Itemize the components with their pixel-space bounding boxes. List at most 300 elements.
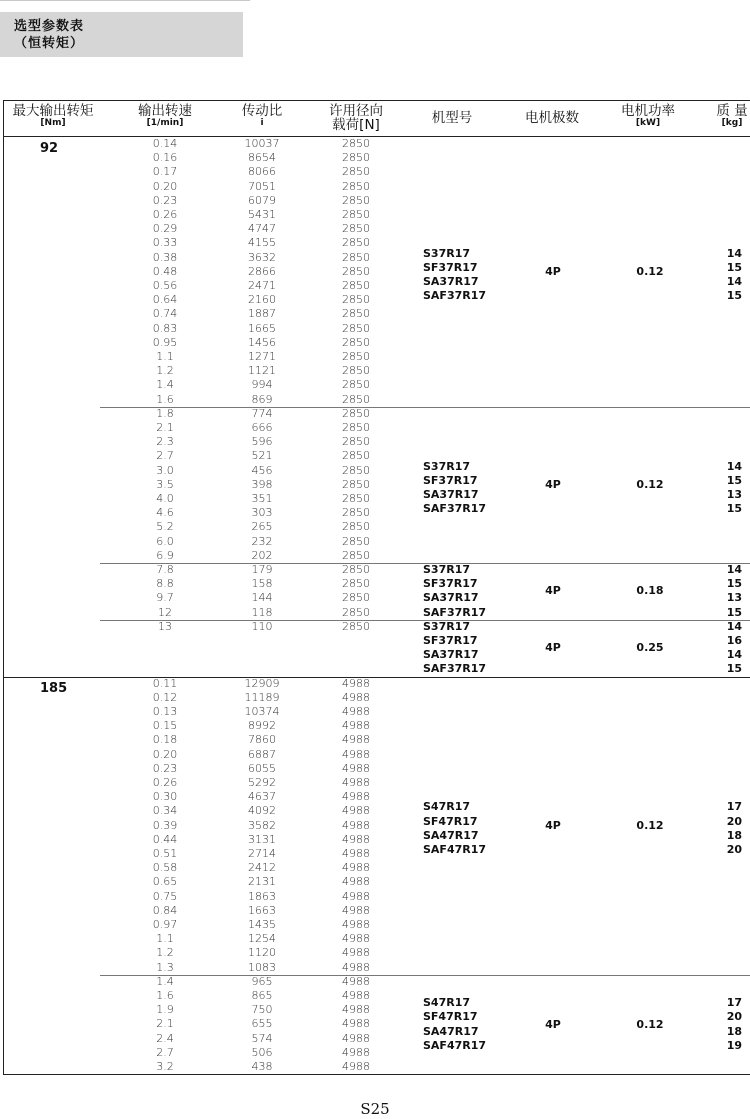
table-row — [0, 719, 750, 733]
model-name: SAF47R17 — [423, 1038, 487, 1052]
header-power-unit: [kW] — [635, 118, 661, 128]
speed-cell: 6.9 — [156, 548, 174, 562]
speed-cell: 0.33 — [152, 236, 178, 250]
table-row — [0, 222, 750, 236]
load-cell: 2850 — [342, 222, 370, 236]
table-row — [0, 790, 750, 804]
speed-cell: 0.75 — [152, 889, 178, 903]
header-ratio — [222, 104, 302, 129]
mass-value: 20 — [726, 814, 742, 828]
load-cell: 4988 — [342, 889, 370, 903]
ratio-cell: 1121 — [248, 364, 276, 378]
ratio-cell: 456 — [251, 463, 273, 477]
header-speed — [120, 104, 210, 129]
load-cell: 4988 — [342, 790, 370, 804]
model-name: SF37R17 — [423, 260, 478, 274]
ratio-cell: 1271 — [248, 350, 276, 363]
ratio-cell: 1663 — [248, 903, 276, 917]
speed-cell: 1.1 — [156, 932, 174, 946]
mass-value: 14 — [726, 246, 742, 260]
table-row — [0, 975, 750, 989]
table-row — [0, 1060, 750, 1074]
ratio-cell: 2412 — [248, 861, 276, 875]
model-name: S37R17 — [423, 619, 471, 633]
speed-cell: 2.1 — [156, 1017, 174, 1031]
mass-list — [722, 247, 742, 304]
model-name: SF37R17 — [423, 634, 478, 647]
model-name: SA37R17 — [423, 591, 479, 605]
speed-cell: 0.13 — [152, 705, 178, 718]
speed-cell: 1.2 — [156, 364, 174, 378]
ratio-cell: 110 — [251, 619, 273, 633]
speed-cell: 0.26 — [152, 776, 178, 789]
speed-cell: 4.6 — [156, 506, 174, 520]
table-row — [0, 946, 750, 960]
pole-count: 4P — [545, 584, 561, 598]
table-row — [0, 464, 750, 478]
motor-power: 0.25 — [636, 641, 664, 655]
speed-cell: 0.97 — [152, 918, 178, 931]
pole-count: 4P — [545, 818, 561, 832]
model-name: S47R17 — [423, 800, 471, 814]
model-name: SAF37R17 — [423, 605, 487, 619]
speed-cell: 0.18 — [152, 733, 178, 747]
ratio-cell: 158 — [251, 577, 273, 591]
ratio-cell: 750 — [251, 1003, 273, 1017]
mass-value: 16 — [726, 634, 742, 647]
mass-value: 20 — [726, 1010, 742, 1024]
speed-cell: 0.16 — [152, 151, 178, 165]
ratio-cell: 8654 — [248, 151, 276, 165]
mass-value: 15 — [726, 473, 742, 487]
ratio-cell: 11189 — [244, 690, 280, 704]
model-name: S47R17 — [423, 996, 471, 1010]
load-cell: 2850 — [342, 548, 370, 562]
header-ratio-unit: i — [260, 118, 264, 128]
load-cell: 4988 — [342, 903, 370, 917]
ratio-cell: 303 — [251, 506, 273, 520]
ratio-cell: 118 — [251, 605, 273, 619]
speed-cell: 0.39 — [152, 818, 178, 832]
header-model-label: 机型号 — [431, 110, 473, 126]
mass-value: 14 — [726, 648, 742, 662]
ratio-cell: 506 — [251, 1045, 273, 1059]
speed-cell: 1.9 — [156, 1003, 174, 1017]
table-row — [0, 435, 750, 449]
ratio-cell: 3632 — [248, 250, 276, 264]
table-row — [0, 705, 750, 719]
load-cell: 4988 — [342, 861, 370, 875]
speed-cell: 3.2 — [156, 1060, 174, 1073]
mass-value: 20 — [726, 842, 742, 856]
ratio-cell: 3131 — [248, 832, 276, 846]
model-list — [423, 800, 486, 857]
load-cell: 2850 — [342, 250, 370, 264]
speed-cell: 9.7 — [156, 591, 174, 605]
speed-cell: 0.48 — [152, 264, 178, 278]
load-cell: 4988 — [342, 1003, 370, 1017]
ratio-cell: 7860 — [248, 733, 276, 747]
speed-cell: 0.34 — [152, 804, 178, 818]
model-name: SAF37R17 — [423, 502, 487, 516]
model-name: SF37R17 — [423, 473, 478, 487]
motor-power: 0.18 — [636, 584, 664, 598]
speed-cell: 2.4 — [156, 1031, 174, 1045]
load-cell: 2850 — [342, 477, 370, 491]
ratio-cell: 398 — [251, 477, 273, 491]
motor-power: 0.12 — [636, 264, 664, 278]
ratio-cell: 144 — [251, 591, 273, 605]
table-row — [0, 847, 750, 861]
load-cell: 4988 — [342, 1017, 370, 1031]
load-cell: 4988 — [342, 804, 370, 818]
table-row — [0, 961, 750, 975]
speed-cell: 0.51 — [152, 847, 178, 860]
mass-value: 18 — [726, 1024, 742, 1038]
motor-power: 0.12 — [636, 1017, 664, 1031]
table-row — [0, 520, 750, 534]
ratio-cell: 2471 — [248, 279, 276, 292]
load-cell: 2850 — [342, 392, 370, 406]
speed-cell: 0.29 — [152, 222, 178, 236]
table-row — [0, 407, 750, 421]
ratio-cell: 5292 — [248, 776, 276, 789]
mass-list — [722, 620, 742, 677]
load-cell: 2850 — [342, 449, 370, 463]
mass-value: 13 — [726, 487, 742, 501]
header-load-unit: 载荷[N] — [332, 117, 380, 133]
table-row — [0, 393, 750, 407]
load-cell: 4988 — [342, 719, 370, 733]
table-row — [0, 804, 750, 818]
motor-power: 0.12 — [636, 477, 664, 491]
ratio-cell: 521 — [251, 449, 273, 463]
ratio-cell: 1887 — [248, 307, 276, 321]
load-cell: 4988 — [342, 932, 370, 946]
ratio-cell: 1083 — [248, 960, 276, 974]
load-cell: 2850 — [342, 520, 370, 534]
speed-cell: 6.0 — [156, 534, 174, 548]
table-row — [0, 904, 750, 918]
speed-cell: 1.4 — [156, 974, 174, 988]
ratio-cell: 655 — [251, 1017, 273, 1031]
mass-value: 14 — [726, 274, 742, 288]
speed-cell: 3.5 — [156, 477, 174, 491]
table-row — [0, 932, 750, 946]
model-list — [423, 247, 486, 304]
torque-value: 92 — [40, 141, 59, 156]
load-cell: 4988 — [342, 733, 370, 747]
header-power — [608, 104, 688, 129]
table-row — [0, 1046, 750, 1060]
ratio-cell: 351 — [251, 492, 273, 505]
speed-cell: 0.44 — [152, 832, 178, 846]
speed-cell: 8.8 — [156, 577, 174, 591]
speed-cell: 1.8 — [156, 406, 174, 420]
load-cell: 4988 — [342, 960, 370, 974]
mass-list — [722, 460, 742, 517]
model-name: SF37R17 — [423, 577, 478, 591]
header-load-label: 许用径向 — [329, 103, 383, 119]
header-load — [316, 104, 396, 132]
ratio-cell: 12909 — [244, 676, 280, 690]
speed-cell: 1.4 — [156, 378, 174, 392]
page-subtitle: （恒转矩） — [14, 36, 85, 51]
load-cell: 2850 — [342, 506, 370, 520]
load-cell: 4988 — [342, 818, 370, 832]
header-poles — [512, 111, 592, 125]
load-cell: 4988 — [342, 1045, 370, 1059]
mass-value: 14 — [726, 459, 742, 473]
load-cell: 2850 — [342, 563, 370, 576]
ratio-cell: 7051 — [248, 179, 276, 193]
mass-value: 15 — [726, 289, 742, 303]
ratio-cell: 265 — [251, 520, 273, 534]
speed-cell: 2.1 — [156, 421, 174, 434]
ratio-cell: 6079 — [248, 193, 276, 207]
ratio-cell: 6055 — [248, 761, 276, 775]
load-cell: 2850 — [342, 378, 370, 392]
ratio-cell: 1863 — [248, 889, 276, 903]
ratio-cell: 2714 — [248, 847, 276, 860]
speed-cell: 1.6 — [156, 392, 174, 406]
speed-cell: 0.23 — [152, 193, 178, 207]
pole-count: 4P — [545, 641, 561, 655]
load-cell: 4988 — [342, 974, 370, 988]
model-name: SAF37R17 — [423, 289, 487, 303]
load-cell: 2850 — [342, 492, 370, 505]
ratio-cell: 2131 — [248, 875, 276, 889]
ratio-cell: 4747 — [248, 222, 276, 236]
mass-list — [722, 800, 742, 857]
mass-value: 19 — [726, 1038, 742, 1052]
speed-cell: 0.84 — [152, 903, 178, 917]
table-row — [0, 251, 750, 265]
speed-cell: 0.74 — [152, 307, 178, 321]
mass-value: 17 — [726, 800, 742, 814]
load-cell: 2850 — [342, 165, 370, 179]
table-row — [0, 364, 750, 378]
page-title: 选型参数表 — [14, 19, 85, 34]
mass-value: 18 — [726, 828, 742, 842]
torque-value: 185 — [40, 680, 68, 696]
speed-cell: 0.17 — [152, 165, 178, 179]
ratio-cell: 1254 — [248, 932, 276, 946]
speed-cell: 0.12 — [152, 690, 178, 704]
header-mass-unit: [kg] — [721, 118, 743, 128]
mass-value: 15 — [726, 662, 742, 676]
table-row — [0, 890, 750, 904]
load-cell: 4988 — [342, 989, 370, 1002]
speed-cell: 0.56 — [152, 279, 178, 292]
model-name: SA37R17 — [423, 274, 479, 288]
model-name: SAF47R17 — [423, 842, 487, 856]
speed-cell: 1.1 — [156, 350, 174, 363]
load-cell: 2850 — [342, 236, 370, 250]
speed-cell: 13 — [158, 619, 172, 633]
ratio-cell: 666 — [251, 421, 273, 434]
table-row — [0, 875, 750, 889]
load-cell: 2850 — [342, 137, 370, 150]
table-row — [0, 336, 750, 350]
speed-cell: 0.26 — [152, 208, 178, 221]
speed-cell: 0.14 — [152, 137, 178, 150]
model-name: SAF37R17 — [423, 662, 487, 676]
load-cell: 2850 — [342, 591, 370, 605]
speed-cell: 1.2 — [156, 946, 174, 960]
ratio-cell: 6887 — [248, 747, 276, 761]
load-cell: 2850 — [342, 577, 370, 591]
load-cell: 4988 — [342, 676, 370, 690]
ratio-cell: 1665 — [248, 321, 276, 335]
speed-cell: 4.0 — [156, 492, 174, 505]
speed-cell: 0.20 — [152, 747, 178, 761]
ratio-cell: 865 — [251, 989, 273, 1002]
ratio-cell: 994 — [251, 378, 273, 392]
table-row — [0, 236, 750, 250]
table-row — [0, 378, 750, 392]
load-cell: 4988 — [342, 875, 370, 889]
load-cell: 2850 — [342, 335, 370, 349]
speed-cell: 12 — [158, 605, 172, 619]
load-cell: 2850 — [342, 321, 370, 335]
mass-value: 17 — [726, 996, 742, 1010]
speed-cell: 0.38 — [152, 250, 178, 264]
ratio-cell: 8992 — [248, 719, 276, 733]
table-row — [0, 776, 750, 790]
speed-cell: 0.23 — [152, 761, 178, 775]
motor-power: 0.12 — [636, 818, 664, 832]
speed-cell: 0.11 — [152, 676, 178, 690]
model-name: S37R17 — [423, 246, 471, 260]
table-row — [0, 549, 750, 563]
load-cell: 2850 — [342, 619, 370, 633]
load-cell: 4988 — [342, 761, 370, 775]
speed-cell: 2.7 — [156, 449, 174, 463]
speed-cell: 2.3 — [156, 435, 174, 449]
table-row — [0, 563, 750, 577]
table-row — [0, 733, 750, 747]
ratio-cell: 232 — [251, 534, 273, 548]
header-ratio-label: 传动比 — [241, 103, 283, 119]
load-cell: 2850 — [342, 193, 370, 207]
pole-count: 4P — [545, 264, 561, 278]
table-row — [0, 606, 750, 620]
speed-cell: 1.3 — [156, 960, 174, 974]
load-cell: 2850 — [342, 421, 370, 434]
ratio-cell: 1435 — [248, 918, 276, 931]
load-cell: 4988 — [342, 776, 370, 789]
ratio-cell: 1456 — [248, 335, 276, 349]
model-name: SA37R17 — [423, 648, 479, 662]
ratio-cell: 4092 — [248, 804, 276, 818]
ratio-cell: 438 — [251, 1060, 273, 1073]
table-row — [0, 307, 750, 321]
table-row — [0, 677, 750, 691]
table-row — [0, 322, 750, 336]
pole-count: 4P — [545, 1017, 561, 1031]
model-list — [423, 563, 486, 620]
load-cell: 2850 — [342, 364, 370, 378]
model-name: SF47R17 — [423, 1010, 478, 1024]
load-cell: 2850 — [342, 264, 370, 278]
model-name: SA37R17 — [423, 487, 479, 501]
title-box — [0, 12, 243, 57]
load-cell: 2850 — [342, 179, 370, 193]
table-row — [0, 208, 750, 222]
table-row — [0, 137, 750, 151]
load-cell: 4988 — [342, 690, 370, 704]
load-cell: 4988 — [342, 747, 370, 761]
header-power-label: 电机功率 — [621, 103, 675, 119]
speed-cell: 0.95 — [152, 335, 178, 349]
speed-cell: 0.83 — [152, 321, 178, 335]
mass-value: 15 — [726, 605, 742, 619]
table-row — [0, 506, 750, 520]
header-mass-label: 质 量 — [716, 103, 748, 119]
speed-cell: 5.2 — [156, 520, 174, 534]
speed-cell: 2.7 — [156, 1045, 174, 1059]
model-name: S37R17 — [423, 459, 471, 473]
model-name: SF47R17 — [423, 814, 478, 828]
header-torque — [4, 104, 102, 129]
table-row — [0, 151, 750, 165]
load-cell: 4988 — [342, 1060, 370, 1073]
load-cell: 4988 — [342, 705, 370, 718]
load-cell: 4988 — [342, 847, 370, 860]
load-cell: 4988 — [342, 946, 370, 960]
table-row — [0, 1003, 750, 1017]
speed-cell: 0.30 — [152, 790, 178, 804]
speed-cell: 7.8 — [156, 563, 174, 576]
load-cell: 2850 — [342, 463, 370, 477]
table-row — [0, 762, 750, 776]
mass-value: 14 — [726, 619, 742, 633]
header-speed-label: 输出转速 — [138, 103, 192, 119]
model-name: SA47R17 — [423, 828, 479, 842]
ratio-cell: 8066 — [248, 165, 276, 179]
ratio-cell: 3582 — [248, 818, 276, 832]
header-torque-unit: [Nm] — [40, 118, 66, 128]
mass-value: 15 — [726, 577, 742, 591]
ratio-cell: 179 — [251, 563, 273, 576]
table-row — [0, 861, 750, 875]
mass-list — [722, 996, 742, 1053]
load-cell: 2850 — [342, 208, 370, 221]
header-mass — [712, 104, 750, 129]
mass-value: 15 — [726, 260, 742, 274]
table-row — [0, 492, 750, 506]
load-cell: 2850 — [342, 350, 370, 363]
top-rule — [0, 0, 250, 1]
speed-cell: 0.15 — [152, 719, 178, 733]
ratio-cell: 2160 — [248, 293, 276, 307]
mass-value: 14 — [726, 563, 742, 576]
load-cell: 2850 — [342, 435, 370, 449]
load-cell: 2850 — [342, 307, 370, 321]
header-torque-label: 最大输出转矩 — [12, 103, 94, 119]
ratio-cell: 202 — [251, 548, 273, 562]
model-list — [423, 620, 486, 677]
ratio-cell: 10037 — [244, 137, 280, 150]
page-number: S25 — [360, 1100, 390, 1118]
mass-value: 15 — [726, 502, 742, 516]
load-cell: 2850 — [342, 534, 370, 548]
table-row — [0, 1032, 750, 1046]
load-cell: 4988 — [342, 832, 370, 846]
table-row — [0, 180, 750, 194]
load-cell: 2850 — [342, 605, 370, 619]
